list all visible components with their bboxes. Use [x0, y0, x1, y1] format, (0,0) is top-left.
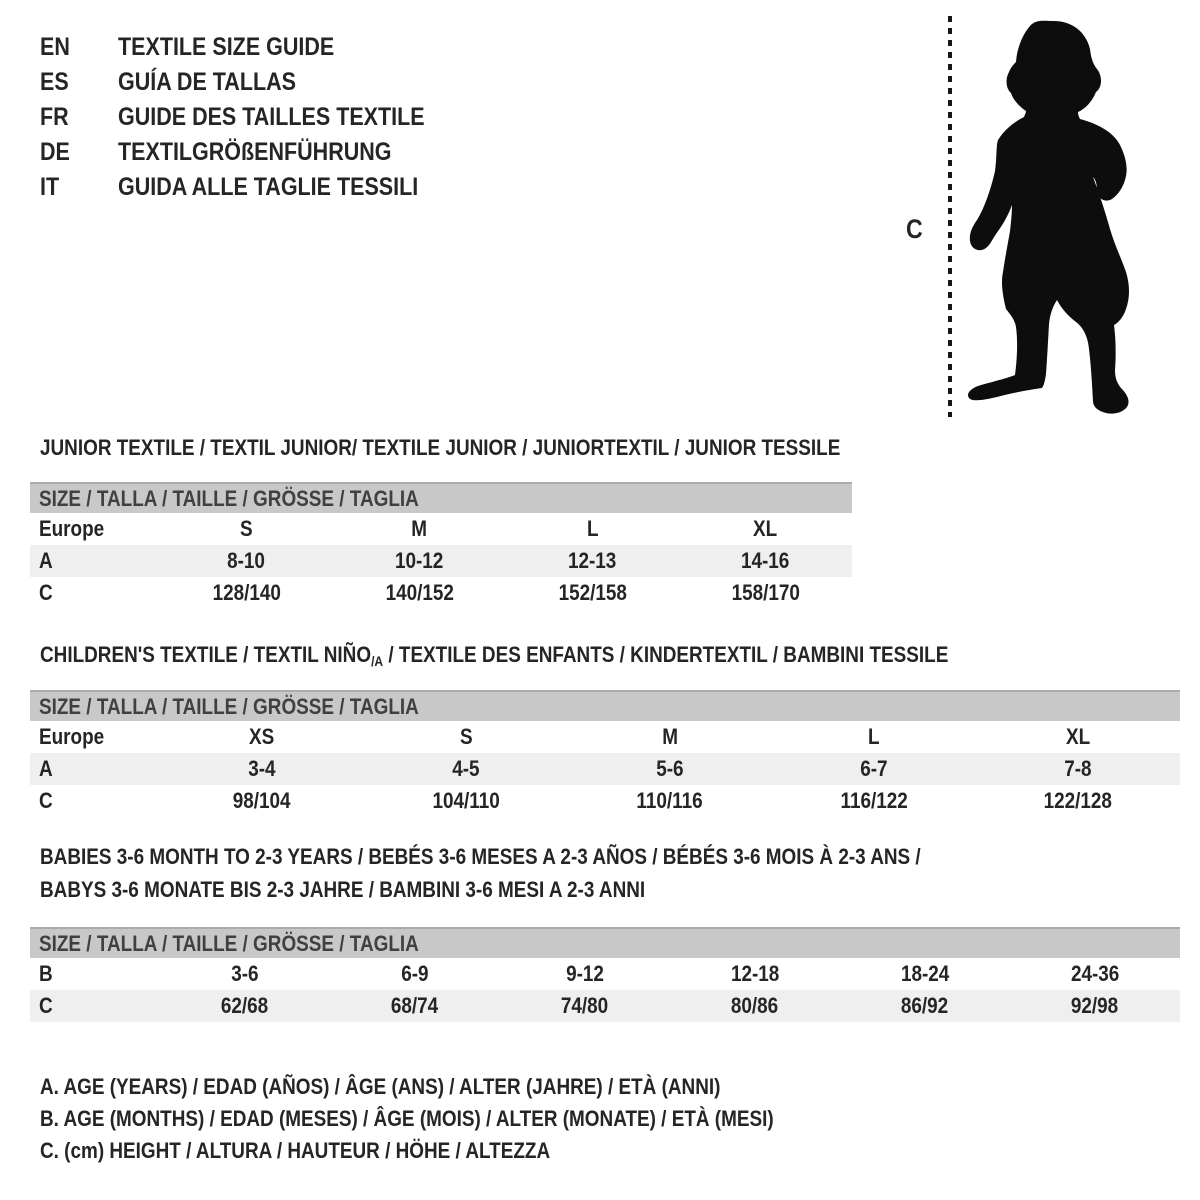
size-cell: 68/74 — [391, 993, 439, 1018]
size-cell: 80/86 — [731, 993, 779, 1018]
size-cell: 98/104 — [233, 788, 291, 813]
table-row — [30, 545, 852, 577]
children-size-table — [30, 690, 1180, 817]
table-header: SIZE / TALLA / TAILLE / GRÖSSE / TAGLIA — [30, 927, 1180, 958]
size-cell: L — [586, 516, 599, 541]
size-cell: 74/80 — [561, 993, 609, 1018]
size-cell: 8-10 — [227, 548, 266, 573]
language-row-en — [40, 30, 475, 65]
language-title: TEXTILE SIZE GUIDE — [118, 33, 335, 61]
table-row — [30, 577, 852, 609]
size-cell: M — [662, 724, 678, 749]
babies-size-table — [30, 927, 1180, 1022]
size-cell: 62/68 — [221, 993, 269, 1018]
toddler-silhouette-icon — [962, 13, 1140, 419]
size-cell: S — [459, 724, 473, 749]
size-cell: 24-36 — [1070, 961, 1120, 986]
legend-line-c: C. (cm) HEIGHT / ALTURA / HAUTEUR / HÖHE / ALTEZZA — [40, 1138, 551, 1163]
language-list — [40, 30, 475, 205]
language-title: TEXTILGRÖßENFÜHRUNG — [118, 138, 392, 166]
size-cell: 12-18 — [730, 961, 780, 986]
height-measure-dashed-line — [948, 16, 952, 417]
language-title: GUÍA DE TALLAS — [118, 68, 296, 96]
size-cell: 9-12 — [566, 961, 604, 986]
size-cell: 92/98 — [1071, 993, 1119, 1018]
row-label: C — [39, 788, 53, 813]
table-row — [30, 958, 1180, 990]
title-subscript: /A — [371, 653, 384, 669]
language-title: GUIDE DES TAILLES TEXTILE — [118, 103, 425, 131]
table-row — [30, 785, 1180, 817]
size-cell: 104/110 — [432, 788, 500, 813]
language-code: FR — [40, 103, 69, 131]
size-cell: 7-8 — [1064, 756, 1092, 781]
language-row-es — [40, 65, 475, 100]
row-label: Europe — [39, 516, 105, 541]
language-row-de — [40, 135, 475, 170]
language-code: ES — [40, 68, 69, 96]
size-cell: 10-12 — [395, 548, 444, 573]
table-header: SIZE / TALLA / TAILLE / GRÖSSE / TAGLIA — [30, 690, 1180, 721]
size-cell: 3-6 — [231, 961, 259, 986]
size-cell: 140/152 — [385, 580, 454, 605]
language-row-it — [40, 170, 475, 205]
size-cell: 122/128 — [1043, 788, 1113, 813]
row-label: A — [39, 548, 53, 573]
size-cell: 6-7 — [860, 756, 888, 781]
size-cell: XL — [753, 516, 778, 541]
row-label: A — [39, 756, 53, 781]
babies-section-title-line1: BABIES 3-6 MONTH TO 2-3 YEARS / BEBÉS 3-6 MESES A 2-3 AÑOS / BÉBÉS 3-6 MOIS À 2-3 ANS / — [40, 844, 921, 869]
measure-c-label: C — [906, 214, 923, 244]
legend-line-b: B. AGE (MONTHS) / EDAD (MESES) / ÂGE (MOIS) / ALTER (MONATE) / ETÀ (MESI) — [40, 1106, 774, 1131]
language-row-fr — [40, 100, 475, 135]
size-cell: 110/116 — [636, 788, 704, 813]
measure-legend — [40, 1071, 893, 1167]
size-cell: 14-16 — [741, 548, 790, 573]
table-header: SIZE / TALLA / TAILLE / GRÖSSE / TAGLIA — [30, 482, 852, 513]
legend-line-a: A. AGE (YEARS) / EDAD (AÑOS) / ÂGE (ANS) / ALTER (JAHRE) / ETÀ (ANNI) — [40, 1074, 721, 1099]
row-label: C — [39, 993, 53, 1018]
table-row — [30, 990, 1180, 1022]
table-row — [30, 513, 852, 545]
size-cell: XL — [1065, 724, 1091, 749]
size-cell: 152/158 — [558, 580, 627, 605]
language-code: DE — [40, 138, 70, 166]
size-cell: 158/170 — [731, 580, 800, 605]
size-cell: 86/92 — [901, 993, 949, 1018]
size-cell: L — [868, 724, 880, 749]
row-label: B — [39, 961, 53, 986]
size-cell: 6-9 — [401, 961, 429, 986]
size-cell: 128/140 — [212, 580, 281, 605]
row-label: Europe — [39, 724, 105, 749]
babies-section-title-line2: BABYS 3-6 MONATE BIS 2-3 JAHRE / BAMBINI 3-6 MESI A 2-3 ANNI — [40, 877, 646, 902]
size-cell: 4-5 — [452, 756, 480, 781]
size-cell: 5-6 — [656, 756, 684, 781]
children-section-title: CHILDREN'S TEXTILE / TEXTIL NIÑO/A / TEXTILE DES ENFANTS / KINDERTEXTIL / BAMBINI TESSILE — [40, 642, 949, 669]
language-code: IT — [40, 173, 60, 201]
size-cell: 12-13 — [568, 548, 617, 573]
language-code: EN — [40, 33, 70, 61]
table-row — [30, 721, 1180, 753]
size-cell: 116/122 — [840, 788, 908, 813]
junior-size-table — [30, 482, 852, 609]
table-row — [30, 753, 1180, 785]
size-cell: M — [411, 516, 428, 541]
language-title: GUIDA ALLE TAGLIE TESSILI — [118, 173, 419, 201]
size-cell: 18-24 — [900, 961, 950, 986]
size-cell: XS — [249, 724, 275, 749]
junior-section-title: JUNIOR TEXTILE / TEXTIL JUNIOR/ TEXTILE JUNIOR / JUNIORTEXTIL / JUNIOR TESSILE — [40, 435, 841, 460]
size-cell: S — [240, 516, 253, 541]
row-label: C — [39, 580, 53, 605]
size-cell: 3-4 — [248, 756, 276, 781]
